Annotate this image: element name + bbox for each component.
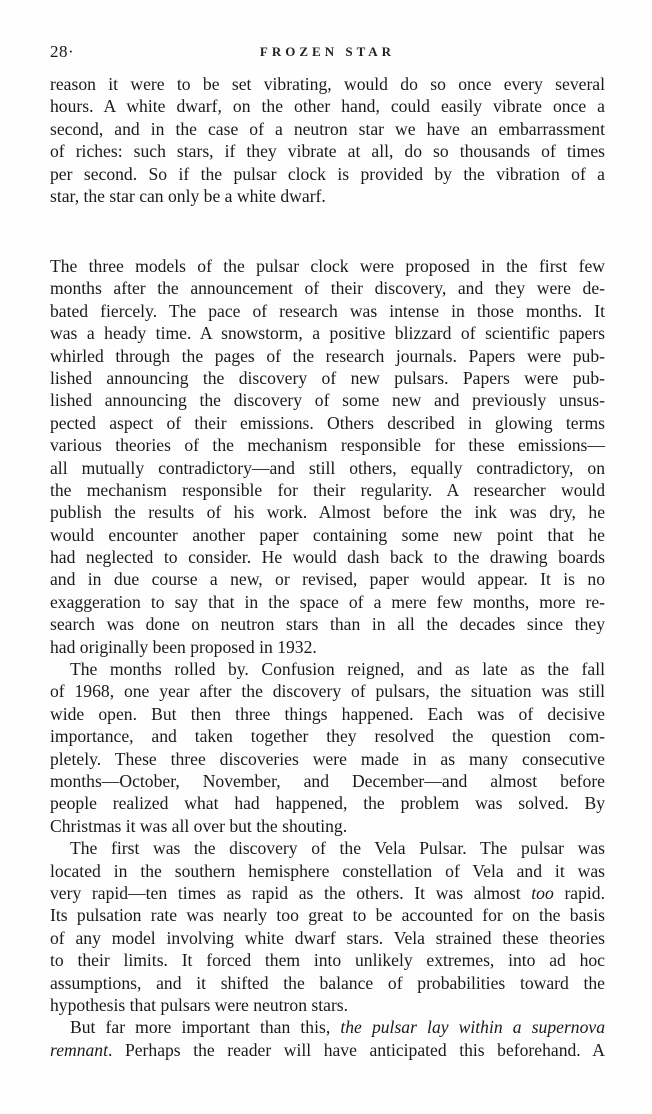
main-text: [50, 255, 605, 1061]
text-line: wide open. But then three things happened. Each was of decisive: [50, 703, 605, 724]
text-line: to their limits. It forced them into unlikely extremes, into ad hoc: [50, 950, 605, 971]
text-line: pected aspect of their emissions. Others described in glowing terms: [50, 412, 605, 433]
text-line: and in due course a new, or revised, paper would appear. It is no: [50, 569, 605, 590]
text-line: would encounter another paper containing some new point that he: [50, 524, 605, 545]
paragraph-continuation: [50, 73, 605, 207]
text-line: pletely. These three discoveries were made in as many consecutive: [50, 748, 605, 769]
text-fragment: But far more important than this,: [70, 1017, 341, 1038]
text-line: [50, 882, 605, 904]
text-line: lished announcing the discovery of new pulsars. Papers were pub-: [50, 367, 605, 388]
text-line: of riches: such stars, if they vibrate at all, do so thousands of times: [50, 141, 605, 162]
text-line: publish the results of his work. Almost before the ink was dry, he: [50, 502, 605, 523]
paragraph: [50, 837, 605, 1016]
text-line: the mechanism responsible for their regularity. A researcher would: [50, 479, 605, 500]
text-line: located in the southern hemisphere constellation of Vela and it was: [50, 860, 605, 881]
text-line: hypothesis that pulsars were neutron stars.: [50, 994, 349, 1015]
page-number: 28·: [50, 42, 75, 61]
text-line: per second. So if the pulsar clock is provided by the vibration of a: [50, 163, 605, 184]
text-line: people realized what had happened, the problem was solved. By: [50, 793, 605, 814]
text-line: hours. A white dwarf, on the other hand, could easily vibrate once a: [50, 96, 605, 117]
text-line: of any model involving white dwarf stars. Vela strained these theories: [50, 927, 605, 948]
emphasis-text: the pulsar lay within a supernova: [340, 1017, 605, 1038]
paragraph: [50, 1016, 605, 1061]
text-fragment: . Perhaps the reader will have anticipated this beforehand. A: [108, 1039, 605, 1060]
text-line: of 1968, one year after the discovery of pulsars, the situation was still: [50, 681, 605, 702]
text-line: search was done on neutron stars than in all the decades since they: [50, 614, 605, 635]
text-line: [50, 1016, 605, 1038]
text-line: The first was the discovery of the Vela Pulsar. The pulsar was: [70, 838, 605, 859]
text-line: second, and in the case of a neutron star we have an embarrassment: [50, 118, 605, 139]
running-head: [50, 42, 605, 66]
text-line: Christmas it was all over but the shouting.: [50, 815, 348, 836]
text-fragment: rapid.: [553, 882, 605, 903]
text-line: exaggeration to say that in the space of a mere few months, more re-: [50, 591, 605, 612]
emphasis-text: remnant: [50, 1039, 108, 1060]
text-line: The three models of the pulsar clock were proposed in the first few: [50, 256, 605, 276]
text-line: whirled through the pages of the research journals. Papers were pub-: [50, 345, 605, 366]
text-line: various theories of the mechanism responsible for these emissions—: [50, 435, 605, 456]
text-line: months—October, November, and December—and almost before: [50, 770, 605, 791]
text-line: [50, 1039, 605, 1061]
text-line: months after the announcement of their discovery, and they were de-: [50, 278, 605, 299]
text-line: lished announcing the discovery of some new and previously unsus-: [50, 390, 605, 411]
chapter-title: FROZEN STAR: [259, 44, 396, 59]
text-line: all mutually contradictory—and still others, equally contradictory, on: [50, 457, 605, 478]
emphasis-text: too: [531, 882, 554, 903]
text-line: bated fiercely. The pace of research was intense in those months. It: [50, 300, 605, 321]
text-line: Its pulsation rate was nearly too great to be accounted for on the basis: [50, 905, 605, 926]
text-line: reason it were to be set vibrating, would do so once every several: [50, 74, 605, 94]
text-line: had neglected to consider. He would dash back to the drawing boards: [50, 547, 605, 568]
text-line: had originally been proposed in 1932.: [50, 636, 317, 657]
text-line: star, the star can only be a white dwarf.: [50, 185, 326, 206]
text-line: importance, and taken together they resolved the question com-: [50, 726, 605, 747]
paragraph: [50, 255, 605, 658]
text-line: The months rolled by. Confusion reigned, and as late as the fall: [70, 659, 605, 680]
text-line: assumptions, and it shifted the balance of probabilities toward the: [50, 972, 605, 993]
paragraph: [50, 658, 605, 837]
text-fragment: very rapid—ten times as rapid as the others. It was almost: [50, 882, 532, 903]
text-line: was a heady time. A snowstorm, a positive blizzard of scientific papers: [50, 323, 605, 344]
